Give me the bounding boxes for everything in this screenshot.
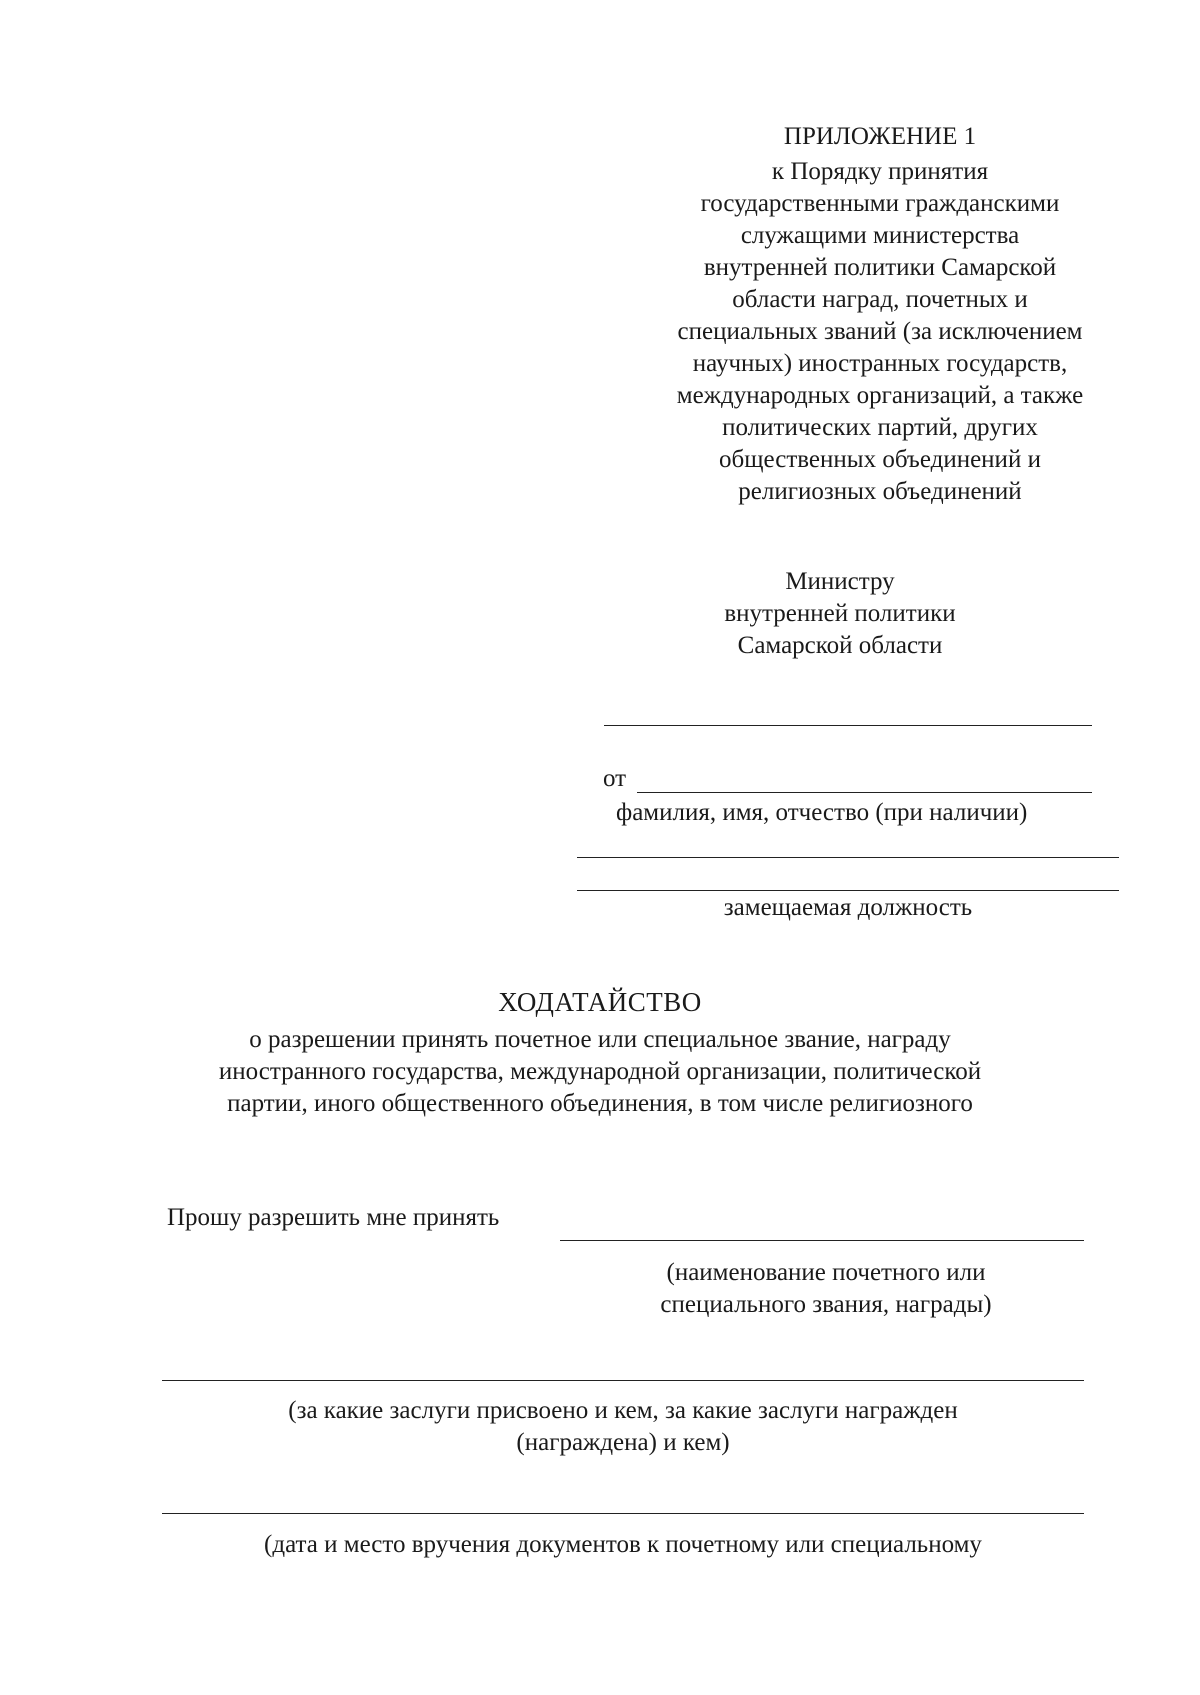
appendix-line: внутренней политики Самарской — [703, 254, 1057, 281]
addressee-line: внутренней политики — [724, 600, 956, 627]
appendix-line: религиозных объединений — [738, 478, 1022, 505]
appendix-block — [640, 118, 1120, 508]
position-line-2 — [577, 890, 1119, 891]
from-prefix: от — [603, 765, 627, 792]
petition-subtitle — [100, 1024, 1100, 1120]
position-line-1 — [577, 857, 1119, 858]
award-caption-line: специального звания, награды) — [660, 1291, 992, 1318]
addressee-blank-line — [604, 725, 1092, 726]
merit-caption-line: (награждена) и кем) — [516, 1429, 730, 1456]
appendix-line: общественных объединений и — [719, 446, 1041, 473]
award-caption — [596, 1257, 1056, 1321]
petition-subtitle-line: иностранного государства, международной организации, политической — [218, 1058, 982, 1085]
appendix-line: научных) иностранных государств, — [692, 350, 1068, 377]
addressee-block — [640, 566, 1040, 662]
appendix-line: к Порядку принятия — [771, 158, 989, 185]
addressee-line: Министру — [785, 568, 895, 595]
addressee-line: Самарской области — [737, 632, 943, 659]
appendix-line: специальных званий (за исключением — [677, 318, 1083, 345]
position-caption: замещаемая должность — [723, 894, 973, 921]
date-line — [162, 1513, 1084, 1514]
appendix-line: государственными гражданскими — [700, 190, 1060, 217]
request-text: Прошу разрешить мне принять — [167, 1204, 500, 1231]
appendix-title: ПРИЛОЖЕНИЕ 1 — [783, 123, 977, 150]
merit-caption-line: (за какие заслуги присвоено и кем, за какие заслуги награжден — [288, 1397, 958, 1424]
appendix-line: международных организаций, а также — [676, 382, 1084, 409]
appendix-line: политических партий, других — [722, 414, 1038, 441]
date-caption: (дата и место вручения документов к почетному или специальному — [264, 1531, 982, 1558]
appendix-line: области наград, почетных и — [732, 286, 1028, 313]
from-name-line — [637, 792, 1092, 793]
merit-caption — [162, 1395, 1084, 1459]
petition-subtitle-line: партии, иного общественного объединения, в том числе религиозного — [227, 1090, 973, 1117]
merit-line — [162, 1380, 1084, 1381]
petition-title: ХОДАТАЙСТВО — [498, 987, 702, 1017]
from-name-caption: фамилия, имя, отчество (при наличии) — [616, 799, 1028, 826]
award-name-line — [560, 1240, 1084, 1241]
petition-subtitle-line: о разрешении принять почетное или специальное звание, награду — [249, 1026, 951, 1053]
appendix-line: служащими министерства — [740, 222, 1020, 249]
award-caption-line: (наименование почетного или — [666, 1259, 986, 1286]
